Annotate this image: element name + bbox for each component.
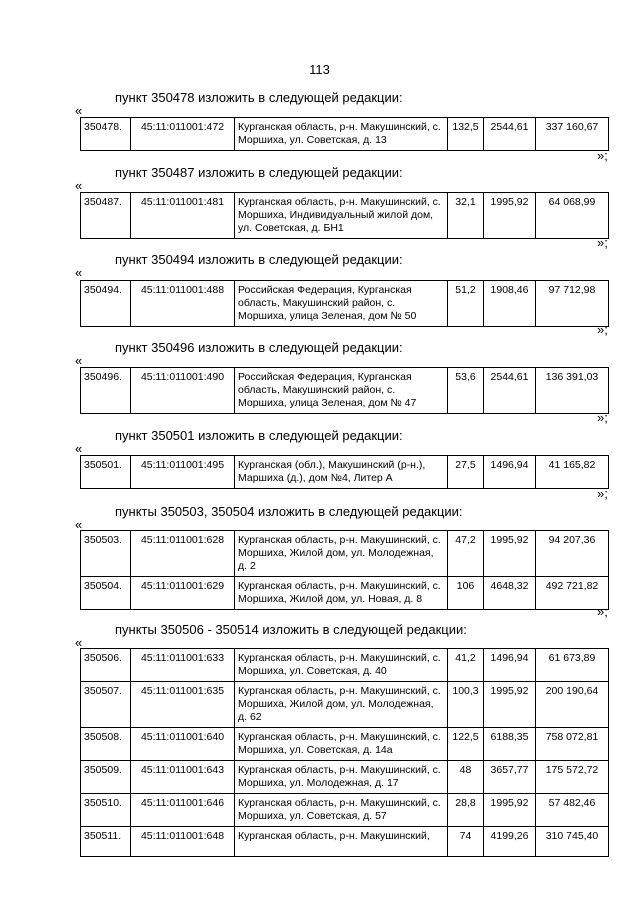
cadastral-cost: 57 482,46 [536,794,609,827]
area-value: 51,2 [448,281,484,327]
property-table [80,117,609,151]
item-number: 350509. [81,761,131,794]
property-table [80,367,609,414]
cadastral-number: 45:11:011001:646 [131,794,235,827]
property-table [80,648,609,857]
area-value: 122,5 [448,728,484,761]
table-row [81,728,609,761]
cadastral-number: 45:11:011001:648 [131,827,235,857]
address: Курганская область, р-н. Макушинский, с. Моршиха, ул. Советская, д. 40 [235,649,448,682]
opening-quote: « [75,441,83,456]
item-number: 350478. [81,118,131,151]
address: Курганская область, р-н. Макушинский, с. Моршиха, ул. Советская, д. 13 [235,118,448,151]
table-row [81,531,609,577]
amendment-instruction: пункты 350503, 350504 изложить в следующей редакции: [115,504,463,519]
cadastral-number: 45:11:011001:635 [131,682,235,728]
unit-value: 1908,46 [484,281,536,327]
property-table [80,530,609,610]
address: Курганская область, р-н. Макушинский, с. Моршиха, ул. Советская, д. 57 [235,794,448,827]
cadastral-cost: 64 068,99 [536,193,609,239]
item-number: 350494. [81,281,131,327]
closing-quote: »; [597,148,608,163]
closing-quote: »; [597,410,608,425]
cadastral-number: 45:11:011001:481 [131,193,235,239]
cadastral-number: 45:11:011001:490 [131,368,235,414]
unit-value: 1995,92 [484,794,536,827]
cadastral-cost: 337 160,67 [536,118,609,151]
cadastral-cost: 97 712,98 [536,281,609,327]
property-table [80,192,609,239]
cadastral-number: 45:11:011001:633 [131,649,235,682]
address: Курганская (обл.), Макушинский (р-н.), Маршиха (д.), дом №4, Литер А [235,456,448,489]
opening-quote: « [75,265,83,280]
table-row [81,649,609,682]
table-row [81,794,609,827]
unit-value: 4648,32 [484,577,536,610]
closing-quote: »; [597,486,608,501]
unit-value: 1995,92 [484,682,536,728]
address: Российская Федерация, Курганская область, Макушинский район, с. Моршиха, улица Зеленая, дом № 47 [235,368,448,414]
cadastral-cost: 310 745,40 [536,827,609,857]
address: Курганская область, р-н. Макушинский, с. Моршиха, Жилой дом, ул. Новая, д. 8 [235,577,448,610]
cadastral-cost: 94 207,36 [536,531,609,577]
table-row [81,456,609,489]
table-row [81,281,609,327]
cadastral-cost: 200 190,64 [536,682,609,728]
cadastral-number: 45:11:011001:472 [131,118,235,151]
table-row [81,577,609,610]
closing-quote: »; [597,604,608,619]
opening-quote: « [75,517,83,532]
amendment-instruction: пункт 350496 изложить в следующей редакции: [115,340,403,355]
cadastral-number: 45:11:011001:629 [131,577,235,610]
address: Курганская область, р-н. Макушинский, с. Моршиха, ул. Советская, д. 14а [235,728,448,761]
closing-quote: »; [597,322,608,337]
unit-value: 1995,92 [484,531,536,577]
table-row [81,761,609,794]
address: Российская Федерация, Курганская область, Макушинский район, с. Моршиха, улица Зеленая, дом № 50 [235,281,448,327]
unit-value: 4199,26 [484,827,536,857]
area-value: 48 [448,761,484,794]
area-value: 74 [448,827,484,857]
item-number: 350507. [81,682,131,728]
item-number: 350496. [81,368,131,414]
item-number: 350511. [81,827,131,857]
amendment-instruction: пункт 350478 изложить в следующей редакции: [115,90,403,105]
opening-quote: « [75,635,83,650]
table-row [81,193,609,239]
cadastral-cost: 41 165,82 [536,456,609,489]
cadastral-number: 45:11:011001:643 [131,761,235,794]
area-value: 132,5 [448,118,484,151]
cadastral-number: 45:11:011001:640 [131,728,235,761]
item-number: 350510. [81,794,131,827]
area-value: 106 [448,577,484,610]
area-value: 41,2 [448,649,484,682]
item-number: 350504. [81,577,131,610]
amendment-instruction: пункт 350494 изложить в следующей редакции: [115,252,403,267]
item-number: 350487. [81,193,131,239]
item-number: 350501. [81,456,131,489]
table-row [81,118,609,151]
amendment-instruction: пункт 350487 изложить в следующей редакции: [115,165,403,180]
cadastral-cost: 175 572,72 [536,761,609,794]
unit-value: 1995,92 [484,193,536,239]
item-number: 350506. [81,649,131,682]
page-number: 113 [309,62,330,77]
cadastral-number: 45:11:011001:495 [131,456,235,489]
cadastral-number: 45:11:011001:488 [131,281,235,327]
area-value: 47,2 [448,531,484,577]
property-table [80,280,609,327]
address: Курганская область, р-н. Макушинский, с. Моршиха, Жилой дом, ул. Молодежная, д. 2 [235,531,448,577]
unit-value: 2544,61 [484,118,536,151]
item-number: 350503. [81,531,131,577]
unit-value: 1496,94 [484,649,536,682]
area-value: 100,3 [448,682,484,728]
address: Курганская область, р-н. Макушинский, с. Моршиха, ул. Молодежная, д. 17 [235,761,448,794]
cadastral-cost: 136 391,03 [536,368,609,414]
unit-value: 3657,77 [484,761,536,794]
table-row [81,827,609,857]
address: Курганская область, р-н. Макушинский, [235,827,448,857]
cadastral-cost: 61 673,89 [536,649,609,682]
table-row [81,368,609,414]
closing-quote: »; [597,235,608,250]
opening-quote: « [75,103,83,118]
unit-value: 1496,94 [484,456,536,489]
unit-value: 6188,35 [484,728,536,761]
cadastral-number: 45:11:011001:628 [131,531,235,577]
unit-value: 2544,61 [484,368,536,414]
area-value: 32,1 [448,193,484,239]
area-value: 27,5 [448,456,484,489]
property-table [80,455,609,489]
cadastral-cost: 758 072,81 [536,728,609,761]
area-value: 53,6 [448,368,484,414]
area-value: 28,8 [448,794,484,827]
table-row [81,682,609,728]
address: Курганская область, р-н. Макушинский, с. Моршиха, Индивидуальный жилой дом, ул. Советская, д. БН1 [235,193,448,239]
amendment-instruction: пункты 350506 - 350514 изложить в следующей редакции: [115,622,467,637]
cadastral-cost: 492 721,82 [536,577,609,610]
opening-quote: « [75,353,83,368]
amendment-instruction: пункт 350501 изложить в следующей редакции: [115,428,403,443]
opening-quote: « [75,178,83,193]
address: Курганская область, р-н. Макушинский, с. Моршиха, Жилой дом, ул. Молодежная, д. 62 [235,682,448,728]
item-number: 350508. [81,728,131,761]
